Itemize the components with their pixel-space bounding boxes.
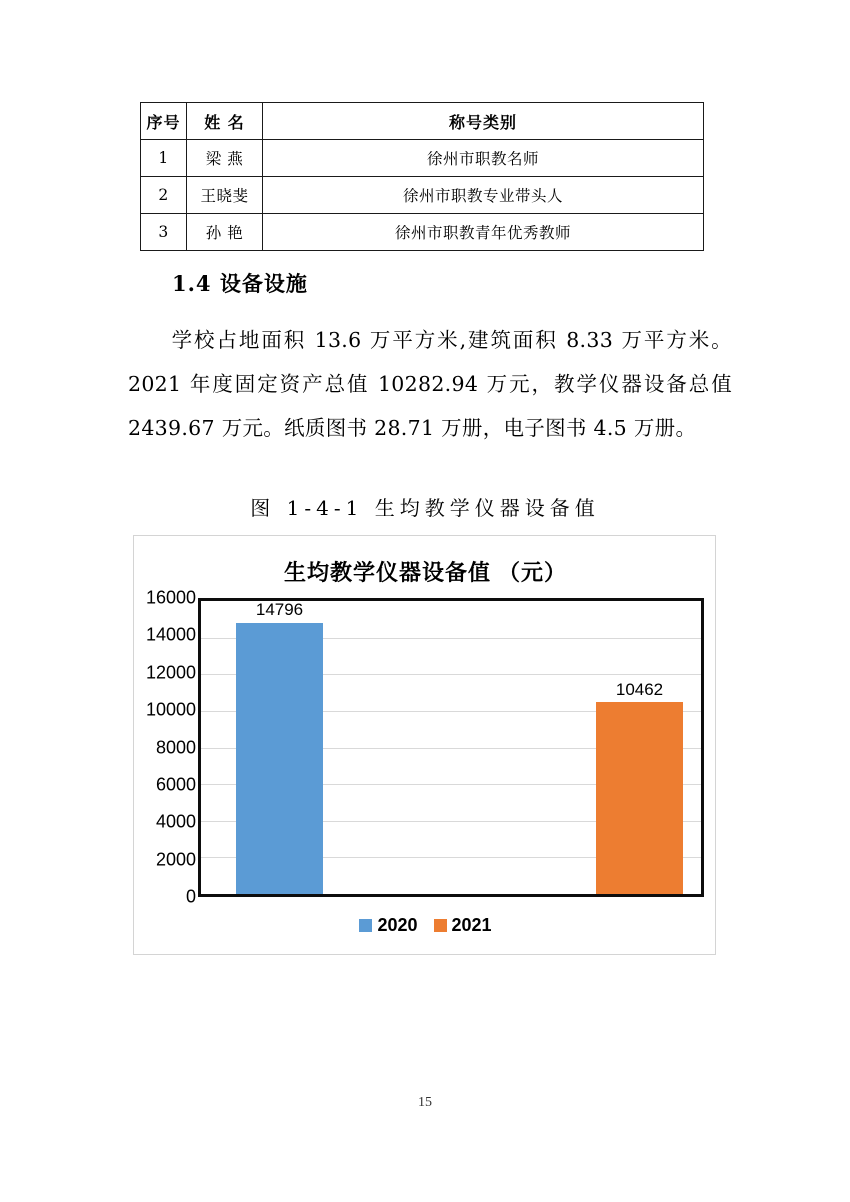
section-heading: 1.4 设备设施 <box>172 271 308 296</box>
bar-2021[interactable] <box>596 702 683 894</box>
paragraph-text: 学校占地面积 13.6 万平方米,建筑面积 8.33 万平方米。2021 年度固定资产总值 10282.94 万元，教学仪器设备总值 2439.67 万元。纸质图书 28.71 万册，电子图书 4.5 万册。 <box>128 328 732 440</box>
cell-name: 梁 燕 <box>187 140 263 177</box>
y-axis-tick: 6000 <box>155 774 196 795</box>
column-header-no: 序号 <box>141 103 187 140</box>
legend-label-2021: 2021 <box>451 915 492 935</box>
y-axis-tick: 10000 <box>145 699 196 720</box>
column-header-name: 姓 名 <box>187 103 263 140</box>
chart-container <box>133 535 716 955</box>
legend-item-2020[interactable] <box>359 915 417 936</box>
table-row <box>141 214 704 251</box>
legend-item-2021[interactable] <box>434 915 492 936</box>
page-number: 15 <box>418 1095 432 1110</box>
legend-label-2020: 2020 <box>377 915 418 935</box>
table-header <box>141 103 704 140</box>
y-axis-tick: 2000 <box>155 849 196 870</box>
y-axis-tick: 0 <box>185 886 196 907</box>
cell-name: 孙 艳 <box>187 214 263 251</box>
cell-title: 徐州市职教名师 <box>263 140 704 177</box>
legend-swatch-icon-2021 <box>434 919 447 932</box>
table-header-row <box>141 103 704 140</box>
y-axis-tick: 4000 <box>155 811 196 832</box>
cell-no: 1 <box>141 140 187 177</box>
cell-no: 2 <box>141 177 187 214</box>
honors-table <box>140 102 704 251</box>
table-row <box>141 140 704 177</box>
bar-2020[interactable] <box>236 623 323 894</box>
y-axis-tick: 14000 <box>145 624 196 645</box>
chart-y-axis <box>134 587 196 907</box>
y-axis-tick: 8000 <box>155 737 196 757</box>
y-axis-tick: 16000 <box>145 587 196 608</box>
chart-legend <box>134 915 717 936</box>
chart-plot-area <box>198 598 704 897</box>
cell-name: 王晓斐 <box>187 177 263 214</box>
y-axis-tick: 12000 <box>145 662 196 683</box>
legend-swatch-icon-2020 <box>359 919 372 932</box>
bar-value-label-2020: 14796 <box>255 600 304 620</box>
table-body <box>141 140 704 251</box>
table-row <box>141 177 704 214</box>
figure-caption: 图 1-4-1 生均教学仪器设备值 <box>250 496 600 520</box>
cell-no: 3 <box>141 214 187 251</box>
chart-title: 生均教学仪器设备值 （元） <box>283 560 568 585</box>
column-header-title: 称号类别 <box>263 103 704 140</box>
cell-title: 徐州市职教青年优秀教师 <box>263 214 704 251</box>
cell-title: 徐州市职教专业带头人 <box>263 177 704 214</box>
section-paragraph <box>128 318 732 450</box>
bar-value-label-2021: 10462 <box>615 679 664 699</box>
